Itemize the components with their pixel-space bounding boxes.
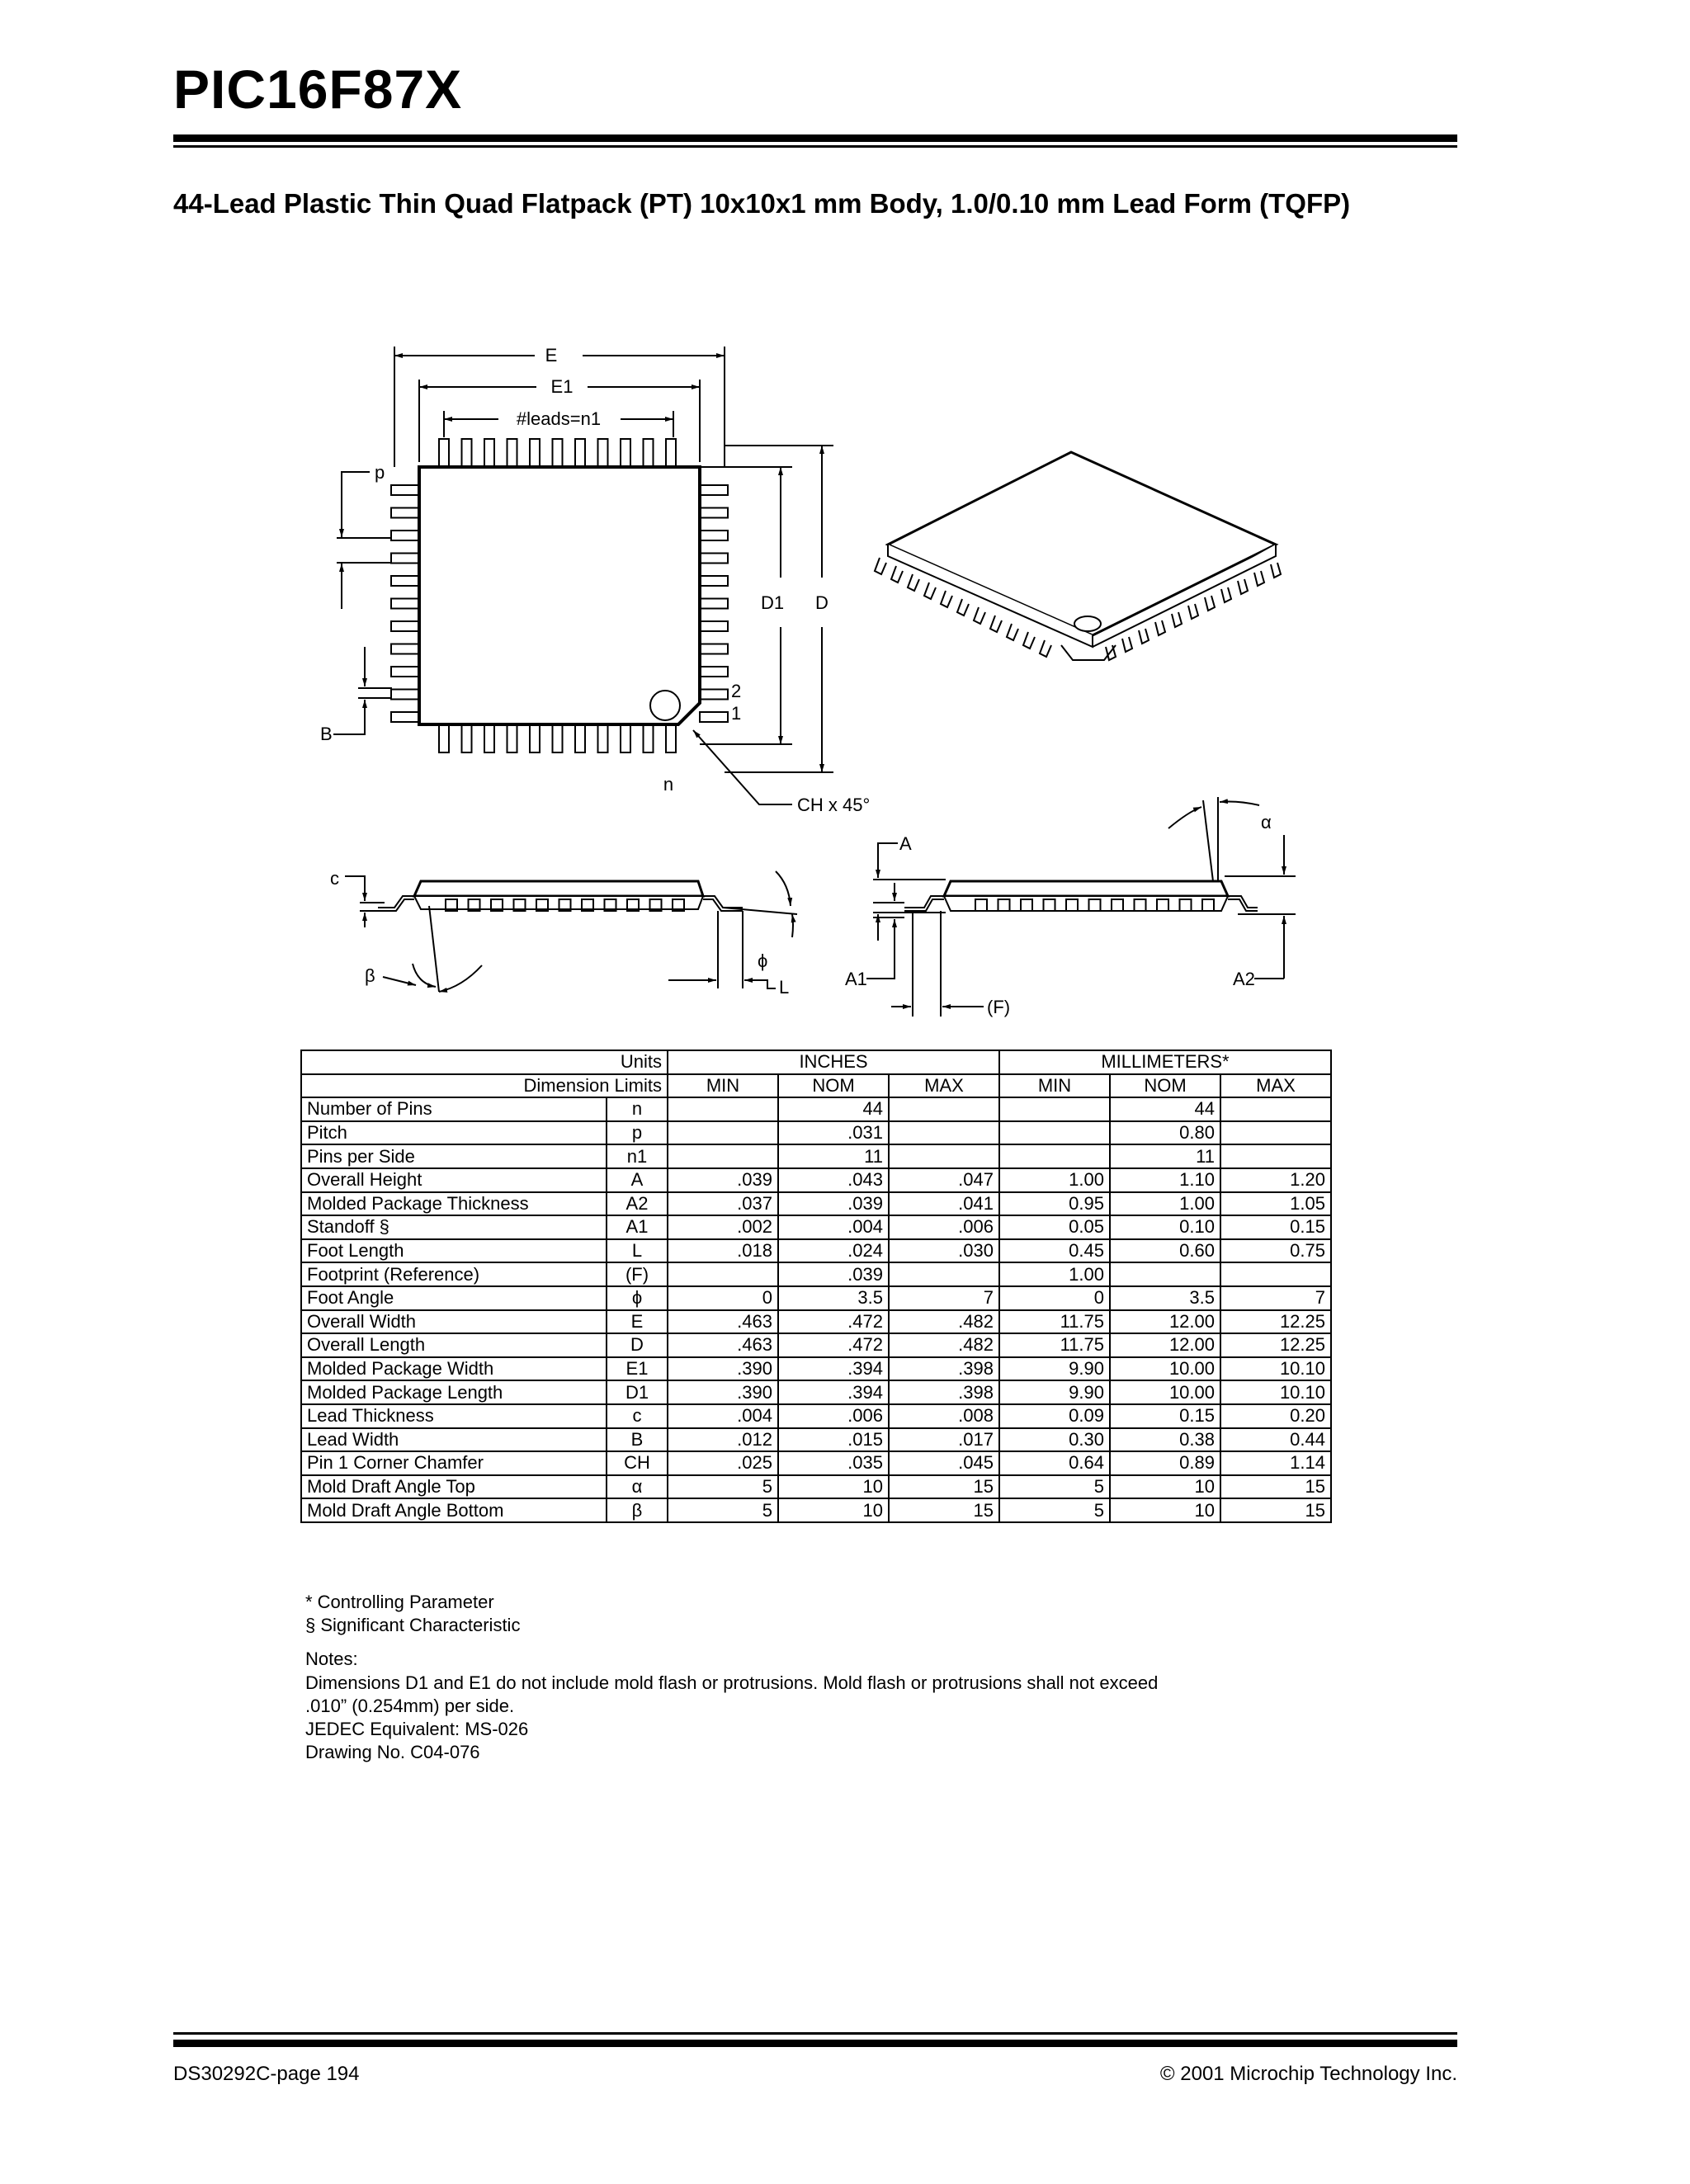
lead <box>1007 624 1018 640</box>
table-cell: 0.64 <box>999 1451 1110 1475</box>
table-cell: 3.5 <box>778 1286 889 1310</box>
table-cell: 12.00 <box>1110 1333 1220 1357</box>
table-cell: 0.30 <box>999 1428 1110 1452</box>
row-label: Number of Pins <box>301 1097 607 1121</box>
dim-label-A1: A1 <box>845 969 867 989</box>
table-row <box>301 1192 1331 1216</box>
lead <box>700 621 728 631</box>
table-cell: 1.00 <box>999 1262 1110 1286</box>
table-cell: 0 <box>999 1286 1110 1310</box>
row-label: Lead Width <box>301 1428 607 1452</box>
table-cell: 12.25 <box>1220 1310 1331 1334</box>
table-cell: 15 <box>1220 1475 1331 1499</box>
table-cell: 10.00 <box>1110 1357 1220 1381</box>
dim-label-E1: E1 <box>550 376 574 397</box>
footer-rule-thick <box>173 2040 1457 2047</box>
page-title: PIC16F87X <box>173 59 463 120</box>
table-cell: .004 <box>778 1215 889 1239</box>
lead <box>1023 632 1035 649</box>
footer-page-number: DS30292C-page 194 <box>173 2063 360 2085</box>
table-cell <box>889 1144 999 1168</box>
note-line-2: .010” (0.254mm) per side. <box>305 1696 515 1716</box>
table-cell: 0.75 <box>1220 1239 1331 1263</box>
dim-label-F: (F) <box>987 997 1011 1017</box>
lead <box>644 439 654 467</box>
table-cell: .017 <box>889 1428 999 1452</box>
row-label: Molded Package Length <box>301 1380 607 1404</box>
lead <box>530 439 540 467</box>
table-cell: 11.75 <box>999 1310 1110 1334</box>
dim-label-D: D <box>815 592 828 613</box>
table-row <box>301 1121 1331 1145</box>
row-symbol: A2 <box>607 1192 668 1216</box>
table-cell <box>889 1121 999 1145</box>
lead <box>1254 571 1264 586</box>
lead <box>1139 629 1149 644</box>
dim-label-A: A <box>899 833 912 854</box>
lead <box>941 591 952 607</box>
table-cell: 9.90 <box>999 1380 1110 1404</box>
dim-label-p: p <box>375 462 385 483</box>
table-cell <box>668 1097 778 1121</box>
table-cell: .463 <box>668 1333 778 1357</box>
table-row <box>301 1144 1331 1168</box>
lead <box>530 724 540 752</box>
lead <box>391 508 419 518</box>
table-row <box>301 1451 1331 1475</box>
table-row <box>301 1262 1331 1286</box>
table-cell <box>668 1144 778 1168</box>
table-cell: .018 <box>668 1239 778 1263</box>
lead <box>1155 620 1165 635</box>
lead <box>598 439 608 467</box>
row-label: Molded Package Thickness <box>301 1192 607 1216</box>
table-cell: 5 <box>668 1498 778 1522</box>
lead <box>391 576 419 586</box>
col-head: NOM <box>778 1074 889 1098</box>
lead <box>875 558 886 574</box>
pin-label-2: 2 <box>731 681 742 701</box>
lead <box>462 724 472 752</box>
table-cell: 44 <box>1110 1097 1220 1121</box>
col-head: MIN <box>668 1074 778 1098</box>
table-cell: 10 <box>778 1475 889 1499</box>
row-label: Footprint (Reference) <box>301 1262 607 1286</box>
lead <box>924 583 936 599</box>
table-row <box>301 1498 1331 1522</box>
dim-label-E: E <box>545 345 558 366</box>
table-cell: 0.15 <box>1110 1404 1220 1428</box>
table-cell <box>1220 1144 1331 1168</box>
dim-label-CH: CH x 45° <box>797 795 871 815</box>
lead <box>1221 587 1231 602</box>
table-cell: .024 <box>778 1239 889 1263</box>
row-symbol: c <box>607 1404 668 1428</box>
lead <box>598 724 608 752</box>
row-symbol: (F) <box>607 1262 668 1286</box>
dim-label-B: B <box>320 724 333 744</box>
table-cell: .025 <box>668 1451 778 1475</box>
table-cell: .463 <box>668 1310 778 1334</box>
row-label: Molded Package Width <box>301 1357 607 1381</box>
table-cell: 0.10 <box>1110 1215 1220 1239</box>
lead <box>1238 579 1248 594</box>
table-cell: 1.05 <box>1220 1192 1331 1216</box>
note-line-3: JEDEC Equivalent: MS-026 <box>305 1719 529 1739</box>
pin-label-1: 1 <box>731 703 742 724</box>
table-row <box>301 1168 1331 1192</box>
table-cell: .041 <box>889 1192 999 1216</box>
table-row <box>301 1333 1331 1357</box>
lead <box>700 531 728 540</box>
row-label: Overall Height <box>301 1168 607 1192</box>
footer-rule-thin <box>173 2032 1457 2035</box>
lead <box>700 712 728 722</box>
row-symbol: E <box>607 1310 668 1334</box>
lead <box>484 724 494 752</box>
package-drawing <box>0 0 1690 1073</box>
table-cell: 11 <box>778 1144 889 1168</box>
pin-label-n: n <box>663 774 674 795</box>
table-cell <box>999 1144 1110 1168</box>
table-cell: 1.00 <box>1110 1192 1220 1216</box>
dim-label-A2: A2 <box>1233 969 1255 989</box>
lead <box>391 621 419 631</box>
footnote-significant: § Significant Characteristic <box>305 1615 521 1635</box>
table-cell: 15 <box>1220 1498 1331 1522</box>
lead <box>439 439 449 467</box>
lead <box>891 566 903 583</box>
table-cell: 10.00 <box>1110 1380 1220 1404</box>
dim-label-beta: β <box>365 965 375 986</box>
table-cell: 0.38 <box>1110 1428 1220 1452</box>
lead <box>700 576 728 586</box>
dim-label-leads: #leads=n1 <box>516 408 602 429</box>
lead <box>700 485 728 495</box>
row-label: Foot Angle <box>301 1286 607 1310</box>
table-cell: 1.10 <box>1110 1168 1220 1192</box>
table-cell <box>1220 1121 1331 1145</box>
lead <box>666 439 676 467</box>
table-cell: 10 <box>1110 1498 1220 1522</box>
table-cell: 5 <box>999 1475 1110 1499</box>
row-symbol: A <box>607 1168 668 1192</box>
table-cell: .390 <box>668 1357 778 1381</box>
table-row <box>301 1404 1331 1428</box>
table-cell <box>1110 1262 1220 1286</box>
row-symbol: D <box>607 1333 668 1357</box>
lead <box>553 439 563 467</box>
table-cell: .482 <box>889 1310 999 1334</box>
row-symbol: E1 <box>607 1357 668 1381</box>
lead <box>621 724 630 752</box>
table-cell: .035 <box>778 1451 889 1475</box>
table-cell: .012 <box>668 1428 778 1452</box>
table-cell <box>889 1097 999 1121</box>
table-cell: 44 <box>778 1097 889 1121</box>
lead <box>484 439 494 467</box>
row-symbol: ϕ <box>607 1286 668 1310</box>
lead <box>1172 612 1182 627</box>
table-cell: 9.90 <box>999 1357 1110 1381</box>
row-symbol: α <box>607 1475 668 1499</box>
table-cell: 5 <box>668 1475 778 1499</box>
table-cell: .031 <box>778 1121 889 1145</box>
lead <box>700 508 728 518</box>
units-label: Units <box>301 1050 668 1074</box>
row-label: Foot Length <box>301 1239 607 1263</box>
table-cell: 15 <box>889 1498 999 1522</box>
lead <box>462 439 472 467</box>
group-millimeters: MILLIMETERS* <box>999 1050 1331 1074</box>
notes-heading: Notes: <box>305 1649 358 1669</box>
table-cell: .045 <box>889 1451 999 1475</box>
table-row <box>301 1215 1331 1239</box>
row-symbol: β <box>607 1498 668 1522</box>
table-cell: .394 <box>778 1357 889 1381</box>
row-label: Overall Length <box>301 1333 607 1357</box>
table-cell: 10 <box>778 1498 889 1522</box>
table-cell: 3.5 <box>1110 1286 1220 1310</box>
lead <box>391 531 419 540</box>
table-cell: .482 <box>889 1333 999 1357</box>
table-cell: .390 <box>668 1380 778 1404</box>
package-subtitle: 44-Lead Plastic Thin Quad Flatpack (PT) 10x10x1 mm Body, 1.0/0.10 mm Lead Form (TQFP) <box>173 188 1351 219</box>
lead <box>391 599 419 609</box>
table-cell: .006 <box>889 1215 999 1239</box>
table-cell: 0.89 <box>1110 1451 1220 1475</box>
table-cell: 11.75 <box>999 1333 1110 1357</box>
table-cell: .037 <box>668 1192 778 1216</box>
isometric-view <box>875 452 1281 660</box>
dimension-limits-label: Dimension Limits <box>301 1074 668 1098</box>
table-cell: .398 <box>889 1357 999 1381</box>
table-cell: 0.45 <box>999 1239 1110 1263</box>
lead <box>621 439 630 467</box>
row-symbol: n <box>607 1097 668 1121</box>
table-header-row-units <box>301 1050 1331 1074</box>
lead <box>575 439 585 467</box>
lead <box>391 485 419 495</box>
lead <box>391 667 419 677</box>
lead <box>391 712 419 722</box>
table-row <box>301 1475 1331 1499</box>
table-cell <box>668 1262 778 1286</box>
row-symbol: B <box>607 1428 668 1452</box>
row-label: Pin 1 Corner Chamfer <box>301 1451 607 1475</box>
dim-label-D1: D1 <box>760 592 785 613</box>
table-row <box>301 1380 1331 1404</box>
lead <box>666 724 676 752</box>
lead <box>1122 637 1132 652</box>
row-symbol: A1 <box>607 1215 668 1239</box>
lead <box>553 724 563 752</box>
lead <box>575 724 585 752</box>
table-cell: 15 <box>889 1475 999 1499</box>
table-cell: .008 <box>889 1404 999 1428</box>
table-row <box>301 1428 1331 1452</box>
table-row <box>301 1239 1331 1263</box>
table-cell: 5 <box>999 1498 1110 1522</box>
table-cell: 12.25 <box>1220 1333 1331 1357</box>
lead <box>507 439 517 467</box>
row-label: Pins per Side <box>301 1144 607 1168</box>
note-line-1: Dimensions D1 and E1 do not include mold flash or protrusions. Mold flash or protrusions shall not exceed <box>305 1672 1159 1693</box>
table-cell: 0.44 <box>1220 1428 1331 1452</box>
table-cell: 0.60 <box>1110 1239 1220 1263</box>
lead <box>1188 604 1198 619</box>
table-cell: 7 <box>1220 1286 1331 1310</box>
dim-label-L: L <box>779 977 790 998</box>
table-cell <box>1220 1262 1331 1286</box>
table-cell: 1.20 <box>1220 1168 1331 1192</box>
table-row <box>301 1097 1331 1121</box>
lead <box>1040 640 1051 657</box>
row-label: Pitch <box>301 1121 607 1145</box>
lead <box>700 599 728 609</box>
package-body-outline <box>419 467 700 724</box>
table-cell <box>999 1097 1110 1121</box>
table-cell: 12.00 <box>1110 1310 1220 1334</box>
table-cell: .006 <box>778 1404 889 1428</box>
table-cell: .039 <box>668 1168 778 1192</box>
table-cell: 0 <box>668 1286 778 1310</box>
dimensions-table <box>300 1050 1332 1523</box>
table-cell: 10.10 <box>1220 1357 1331 1381</box>
table-cell <box>999 1121 1110 1145</box>
table-row <box>301 1357 1331 1381</box>
lead <box>700 554 728 564</box>
lead <box>700 667 728 677</box>
table-cell <box>1220 1097 1331 1121</box>
col-head: MAX <box>1220 1074 1331 1098</box>
table-cell: .039 <box>778 1192 889 1216</box>
row-label: Standoff § <box>301 1215 607 1239</box>
table-cell: 0.20 <box>1220 1404 1331 1428</box>
lead <box>990 616 1002 632</box>
dim-label-alpha: α <box>1261 812 1272 833</box>
lead <box>700 690 728 700</box>
table-cell: .039 <box>778 1262 889 1286</box>
table-cell <box>668 1121 778 1145</box>
table-cell: 1.00 <box>999 1168 1110 1192</box>
lead <box>974 607 985 624</box>
lead <box>1205 596 1215 611</box>
table-cell: 10.10 <box>1220 1380 1331 1404</box>
row-label: Mold Draft Angle Top <box>301 1475 607 1499</box>
table-cell: 0.09 <box>999 1404 1110 1428</box>
row-label: Mold Draft Angle Bottom <box>301 1498 607 1522</box>
col-head: NOM <box>1110 1074 1220 1098</box>
table-cell: 10 <box>1110 1475 1220 1499</box>
table-header-row-limits <box>301 1074 1331 1098</box>
table-row <box>301 1310 1331 1334</box>
table-cell: 0.95 <box>999 1192 1110 1216</box>
row-label: Lead Thickness <box>301 1404 607 1428</box>
lead <box>1271 563 1281 578</box>
lead <box>391 644 419 654</box>
group-inches: INCHES <box>668 1050 999 1074</box>
table-cell: .015 <box>778 1428 889 1452</box>
table-cell <box>889 1262 999 1286</box>
table-cell: .030 <box>889 1239 999 1263</box>
table-cell: 1.14 <box>1220 1451 1331 1475</box>
note-line-4: Drawing No. C04-076 <box>305 1742 480 1762</box>
table-cell: .398 <box>889 1380 999 1404</box>
lead <box>908 574 919 591</box>
table-cell: .004 <box>668 1404 778 1428</box>
table-row <box>301 1286 1331 1310</box>
col-head: MIN <box>999 1074 1110 1098</box>
lead <box>644 724 654 752</box>
footer-copyright: © 2001 Microchip Technology Inc. <box>1159 2063 1457 2085</box>
lead <box>391 690 419 700</box>
table-cell: .043 <box>778 1168 889 1192</box>
lead <box>957 599 969 616</box>
lead <box>391 554 419 564</box>
row-symbol: n1 <box>607 1144 668 1168</box>
table-cell: 7 <box>889 1286 999 1310</box>
row-label: Overall Width <box>301 1310 607 1334</box>
table-cell: 0.80 <box>1110 1121 1220 1145</box>
row-symbol: D1 <box>607 1380 668 1404</box>
row-symbol: CH <box>607 1451 668 1475</box>
table-cell: .047 <box>889 1168 999 1192</box>
dim-label-phi: ϕ <box>758 950 768 971</box>
row-symbol: L <box>607 1239 668 1263</box>
table-cell: .002 <box>668 1215 778 1239</box>
row-symbol: p <box>607 1121 668 1145</box>
col-head: MAX <box>889 1074 999 1098</box>
table-cell: 0.15 <box>1220 1215 1331 1239</box>
table-cell: .394 <box>778 1380 889 1404</box>
side-view-right <box>866 797 1296 1017</box>
table-cell: 0.05 <box>999 1215 1110 1239</box>
side-view-left <box>345 871 797 992</box>
table-cell: 11 <box>1110 1144 1220 1168</box>
footnote-controlling: * Controlling Parameter <box>305 1592 494 1612</box>
lead <box>700 644 728 654</box>
dim-label-c: c <box>330 868 339 889</box>
table-cell: .472 <box>778 1310 889 1334</box>
lead <box>507 724 517 752</box>
table-cell: .472 <box>778 1333 889 1357</box>
lead <box>439 724 449 752</box>
